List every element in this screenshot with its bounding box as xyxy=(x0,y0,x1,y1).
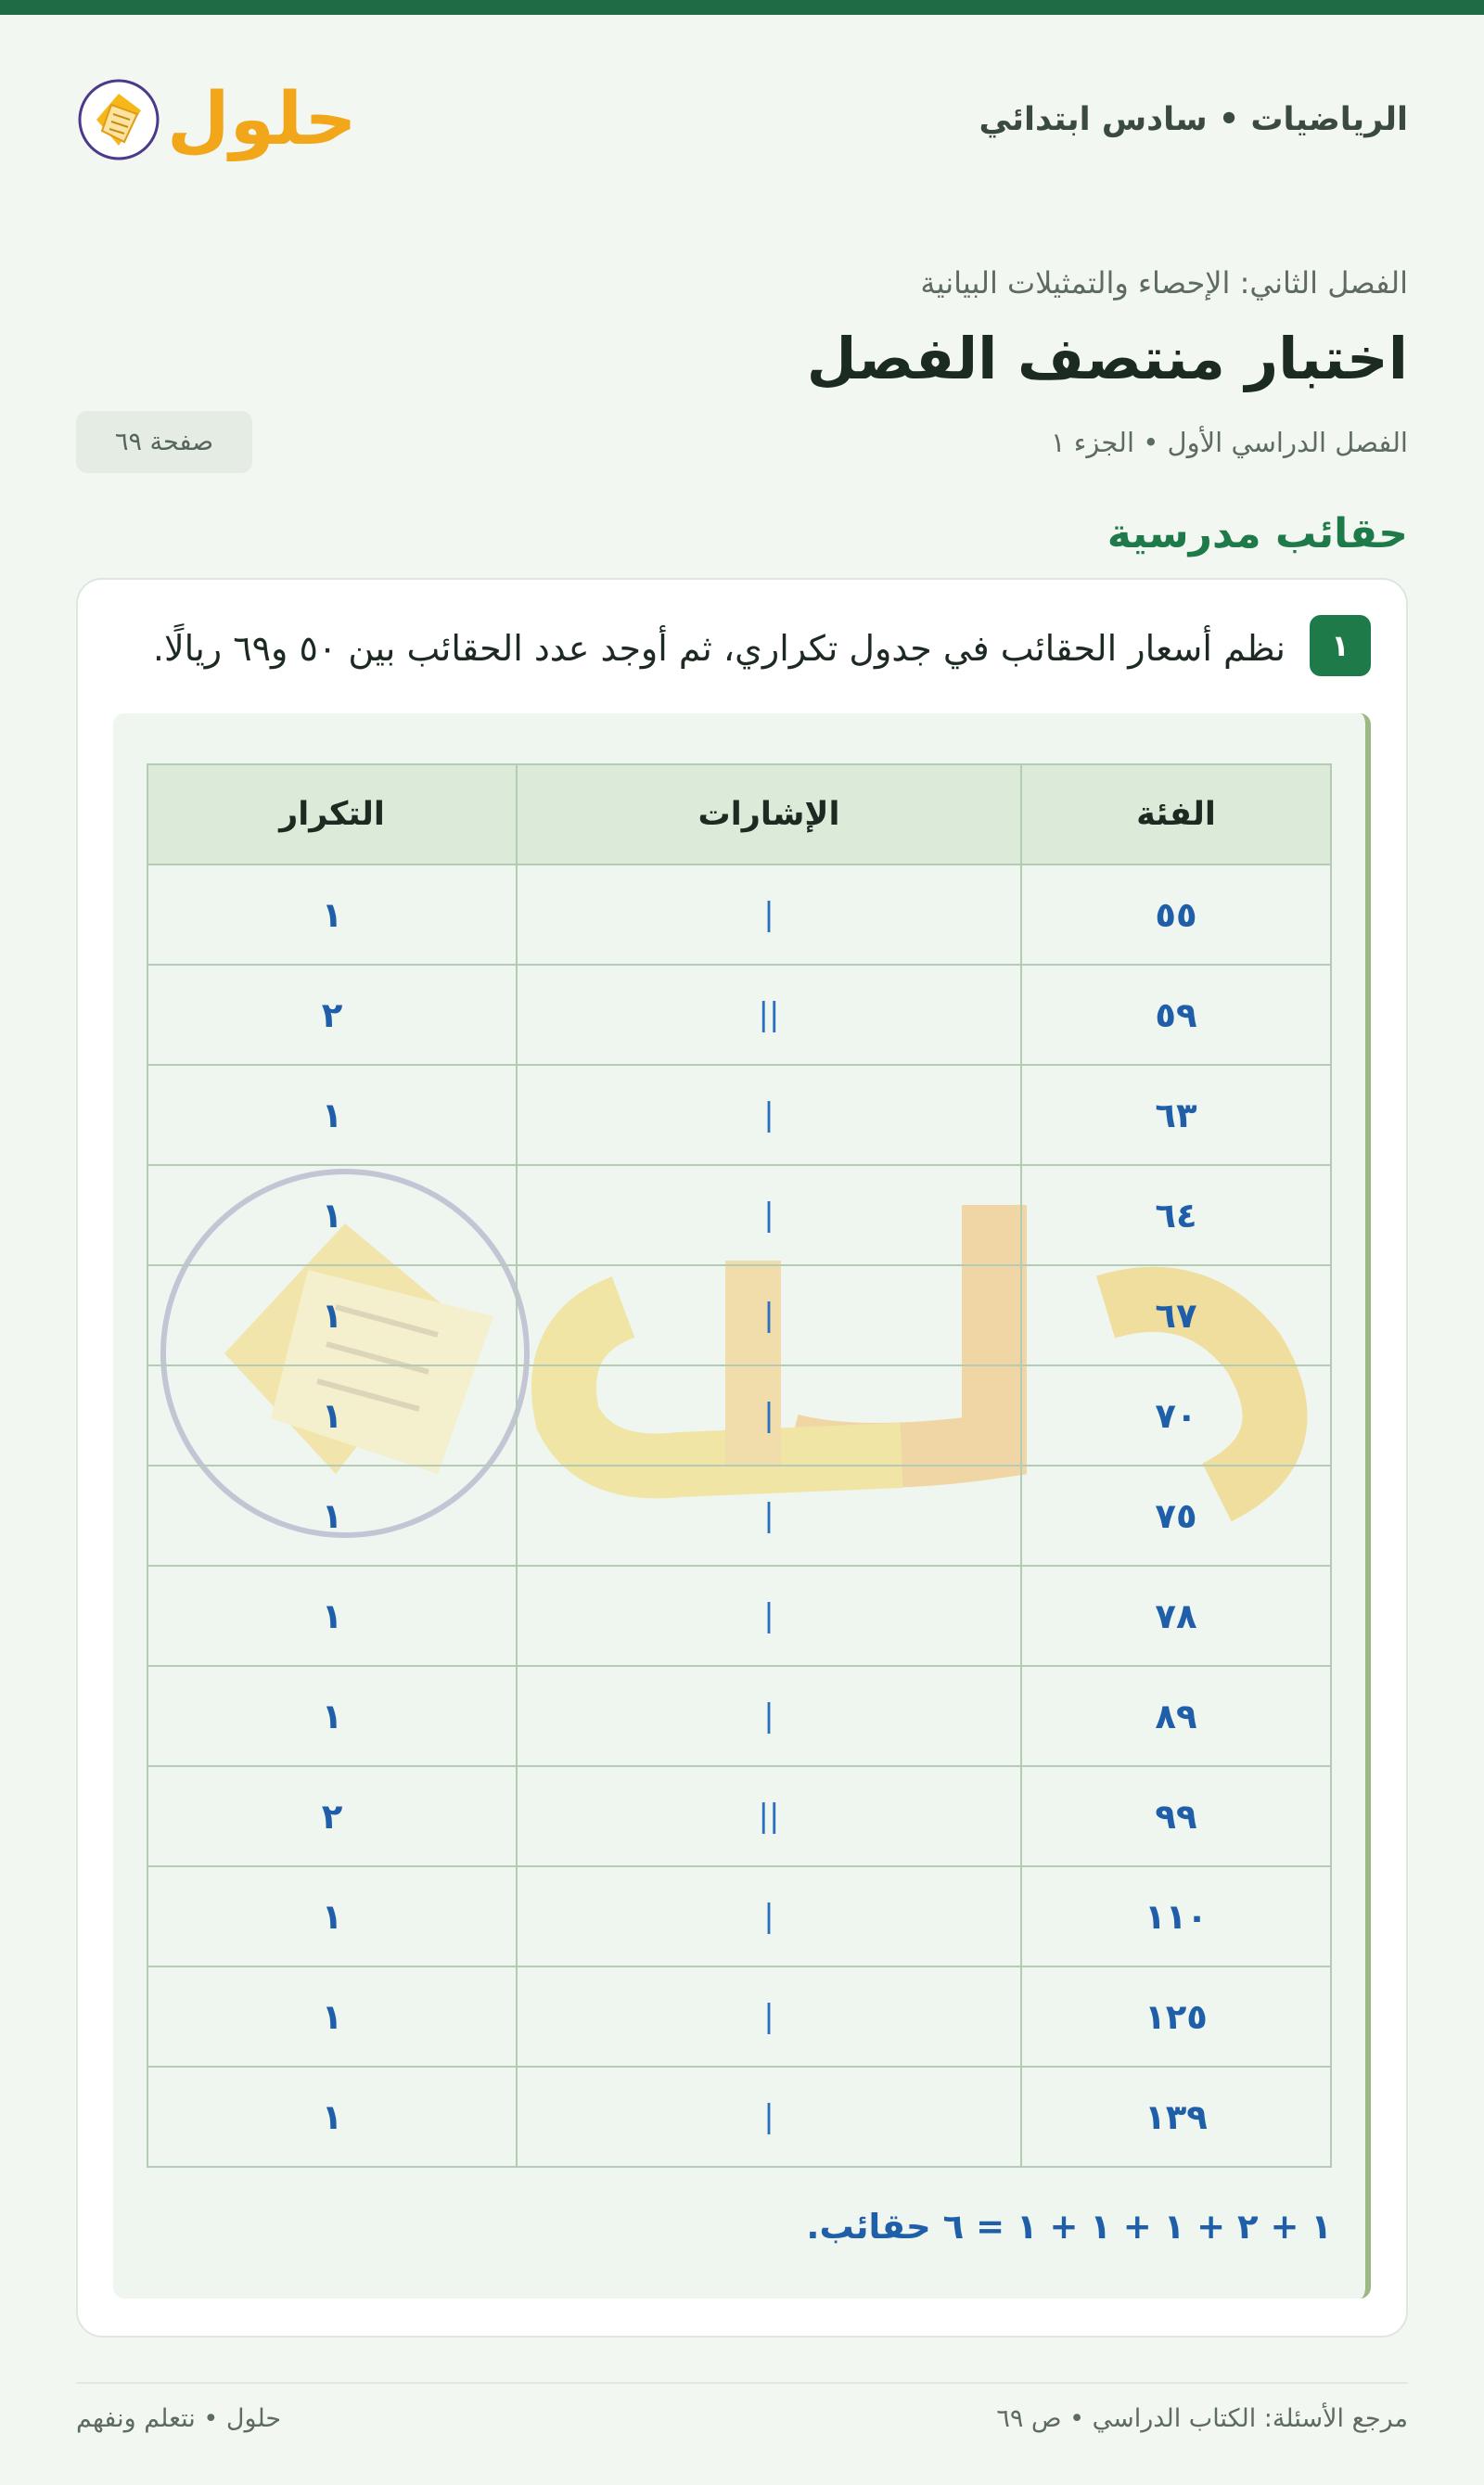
cell-tally: | xyxy=(517,1365,1021,1466)
cell-tally: | xyxy=(517,1566,1021,1666)
cell-frequency: ١ xyxy=(147,1265,517,1365)
cell-category: ٥٩ xyxy=(1021,965,1331,1065)
question-number-badge: ١ xyxy=(1310,615,1371,676)
page-number-badge: صفحة ٦٩ xyxy=(76,411,252,473)
table-row xyxy=(147,965,1331,1065)
cell-frequency: ١ xyxy=(147,1866,517,1966)
table-row xyxy=(147,1666,1331,1766)
cell-tally: | xyxy=(517,1666,1021,1766)
logo-text: حلول xyxy=(167,78,357,161)
header-category: الفئة xyxy=(1021,764,1331,865)
question-card xyxy=(76,578,1408,2338)
cell-frequency: ١ xyxy=(147,1466,517,1566)
question-text: نظم أسعار الحقائب في جدول تكراري، ثم أوجد عدد الحقائب بين ٥٠ و٦٩ ريالًا. xyxy=(152,628,1286,669)
table-row xyxy=(147,1365,1331,1466)
answer-box xyxy=(113,713,1371,2299)
cell-frequency: ١ xyxy=(147,1165,517,1265)
book-icon xyxy=(76,77,161,162)
cell-frequency: ١ xyxy=(147,2067,517,2167)
cell-tally: || xyxy=(517,965,1021,1065)
cell-category: ١١٠ xyxy=(1021,1866,1331,1966)
cell-category: ١٣٩ xyxy=(1021,2067,1331,2167)
cell-category: ٩٩ xyxy=(1021,1766,1331,1866)
header-frequency: التكرار xyxy=(147,764,517,865)
table-row xyxy=(147,1866,1331,1966)
question xyxy=(113,613,1371,684)
cell-frequency: ٢ xyxy=(147,965,517,1065)
cell-category: ٧٨ xyxy=(1021,1566,1331,1666)
footer-reference: مرجع الأسئلة: الكتاب الدراسي • ص ٦٩ xyxy=(996,2404,1408,2433)
answer-result: ١ + ٢ + ١ + ١ + ١ = ٦ حقائب. xyxy=(806,2207,1332,2247)
page-footer xyxy=(76,2382,1408,2433)
page-header xyxy=(76,59,1408,180)
cell-category: ٦٤ xyxy=(1021,1165,1331,1265)
cell-tally: | xyxy=(517,1466,1021,1566)
cell-tally: | xyxy=(517,1265,1021,1365)
table-row xyxy=(147,1466,1331,1566)
cell-frequency: ١ xyxy=(147,865,517,965)
table-row xyxy=(147,1966,1331,2067)
cell-category: ١٢٥ xyxy=(1021,1966,1331,2067)
frequency-table xyxy=(147,763,1332,2168)
cell-category: ٧٥ xyxy=(1021,1466,1331,1566)
table-row xyxy=(147,1766,1331,1866)
cell-frequency: ١ xyxy=(147,1666,517,1766)
cell-frequency: ١ xyxy=(147,1966,517,2067)
table-row xyxy=(147,1566,1331,1666)
footer-brand: حلول • نتعلم ونفهم xyxy=(76,2404,282,2433)
subject-label: الرياضيات • سادس ابتدائي xyxy=(979,101,1408,138)
table-row xyxy=(147,2067,1331,2167)
table-row xyxy=(147,1165,1331,1265)
page-title: اختبار منتصف الفصل xyxy=(806,325,1408,392)
cell-category: ٧٠ xyxy=(1021,1365,1331,1466)
cell-tally: | xyxy=(517,1065,1021,1165)
top-accent-bar xyxy=(0,0,1484,15)
cell-tally: | xyxy=(517,1866,1021,1966)
cell-frequency: ١ xyxy=(147,1365,517,1466)
table-header-row xyxy=(147,764,1331,865)
cell-category: ٨٩ xyxy=(1021,1666,1331,1766)
cell-tally: | xyxy=(517,1966,1021,2067)
cell-category: ٦٣ xyxy=(1021,1065,1331,1165)
header-tally: الإشارات xyxy=(517,764,1021,865)
brand-logo[interactable] xyxy=(76,69,357,171)
section-heading: حقائب مدرسية xyxy=(1107,510,1408,557)
cell-tally: || xyxy=(517,1766,1021,1866)
cell-category: ٦٧ xyxy=(1021,1265,1331,1365)
cell-frequency: ٢ xyxy=(147,1766,517,1866)
chapter-title: الفصل الثاني: الإحصاء والتمثيلات البيانية xyxy=(920,265,1408,301)
table-row xyxy=(147,1265,1331,1365)
term-label: الفصل الدراسي الأول • الجزء ١ xyxy=(1050,426,1408,458)
cell-category: ٥٥ xyxy=(1021,865,1331,965)
cell-frequency: ١ xyxy=(147,1566,517,1666)
cell-frequency: ١ xyxy=(147,1065,517,1165)
table-row xyxy=(147,1065,1331,1165)
cell-tally: | xyxy=(517,1165,1021,1265)
cell-tally: | xyxy=(517,865,1021,965)
table-row xyxy=(147,865,1331,965)
cell-tally: | xyxy=(517,2067,1021,2167)
